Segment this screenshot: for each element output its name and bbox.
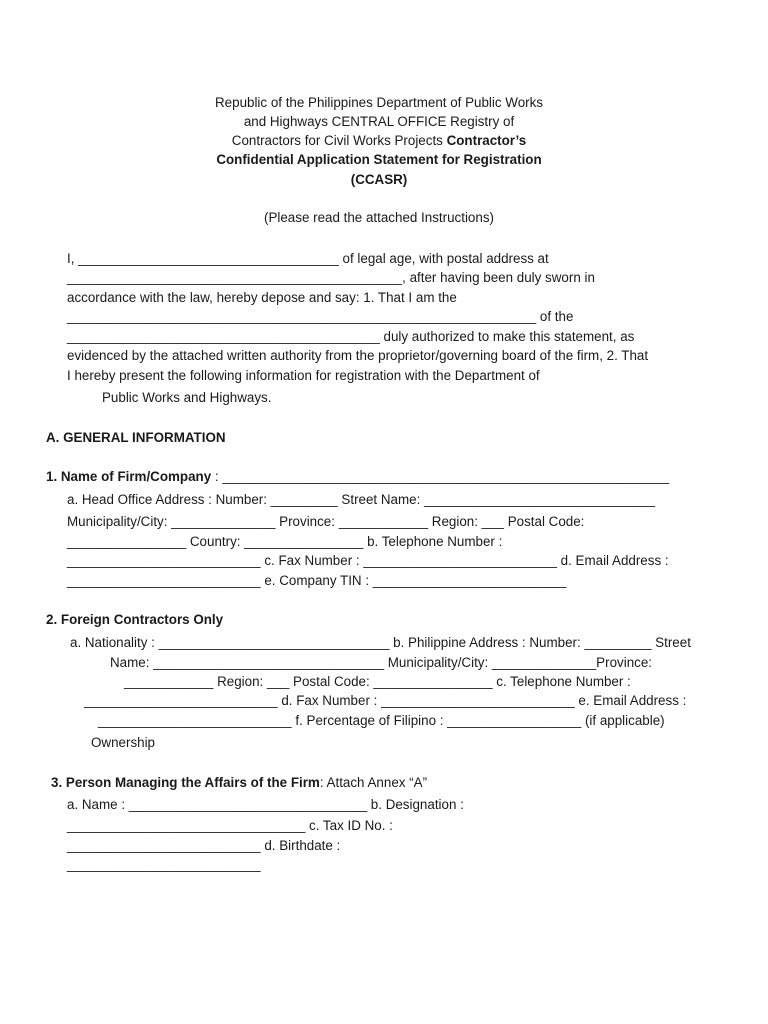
oath-line: I, ___________________________________ of legal age, with postal address at	[67, 251, 549, 266]
oath-line: I hereby present the following information for registration with the Department of	[67, 368, 540, 383]
oath-line: accordance with the law, hereby depose and say: 1. That I am the	[67, 290, 457, 305]
form-line: Name: _______________________________ Municipality/City: ______________Province:	[110, 655, 653, 670]
oath-line: _______________________________________________________________ of the	[67, 309, 574, 324]
document-acronym: (CCASR)	[350, 172, 408, 187]
form-line: ________________ Country: ________________ b. Telephone Number :	[67, 534, 503, 549]
oath-line: Public Works and Highways.	[102, 390, 272, 405]
form-line: ____________ Region: ___ Postal Code: ________________ c. Telephone Number :	[124, 674, 631, 689]
form-line: a. Head Office Address : Number: _________ Street Name: _______________________________	[67, 492, 655, 507]
form-line: __________________________ d. Birthdate :	[67, 838, 341, 853]
document-title: Confidential Application Statement for Registration	[216, 152, 542, 167]
form-line: Municipality/City: ______________ Province: ____________ Region: ___ Postal Code:	[67, 514, 585, 529]
section-a-title: A. GENERAL INFORMATION	[46, 430, 226, 445]
header-line-1: Republic of the Philippines Department of Public Works	[215, 95, 543, 110]
item-1-label: 1. Name of Firm/Company	[46, 469, 212, 484]
item-3-label: 3. Person Managing the Affairs of the Firm	[51, 775, 320, 790]
firm-name-blank: : ____________________________________________________________	[211, 469, 670, 484]
item-3-annex-note: : Attach Annex “A”	[319, 775, 428, 790]
header-line-2: and Highways CENTRAL OFFICE Registry of	[243, 114, 515, 129]
item-2-heading: 2. Foreign Contractors Only	[46, 612, 224, 627]
form-line: __________________________ e. Company TIN : __________________________	[67, 573, 567, 588]
form-line: __________________________ f. Percentage of Filipino : __________________ (if applicable)	[98, 713, 665, 728]
oath-line: evidenced by the attached written authority from the proprietor/governing board of the firm, 2. That	[67, 348, 649, 363]
form-line: __________________________ d. Fax Number : __________________________ e. Email Address :	[84, 693, 687, 708]
oath-line: _____________________________________________, after having been duly sworn in	[67, 270, 595, 285]
item-3-heading	[51, 776, 427, 789]
form-line: Ownership	[91, 735, 156, 750]
item-1-heading	[46, 470, 669, 483]
form-line: __________________________	[67, 857, 261, 872]
oath-line: __________________________________________ duly authorized to make this statement, as	[67, 329, 635, 344]
header-line-3	[0, 134, 758, 147]
form-line: a. Nationality : _______________________________ b. Philippine Address : Number: _________ Street	[70, 635, 691, 650]
header-line-3-normal: Contractors for Civil Works Projects	[231, 133, 447, 148]
form-line: a. Name : ________________________________ b. Designation :	[67, 797, 464, 812]
form-line: ________________________________ c. Tax ID No. :	[67, 818, 393, 833]
header-line-3-bold: Contractor’s	[446, 133, 527, 148]
form-line: __________________________ c. Fax Number : __________________________ d. Email Address :	[67, 553, 669, 568]
instructions-note: (Please read the attached Instructions)	[263, 210, 494, 225]
